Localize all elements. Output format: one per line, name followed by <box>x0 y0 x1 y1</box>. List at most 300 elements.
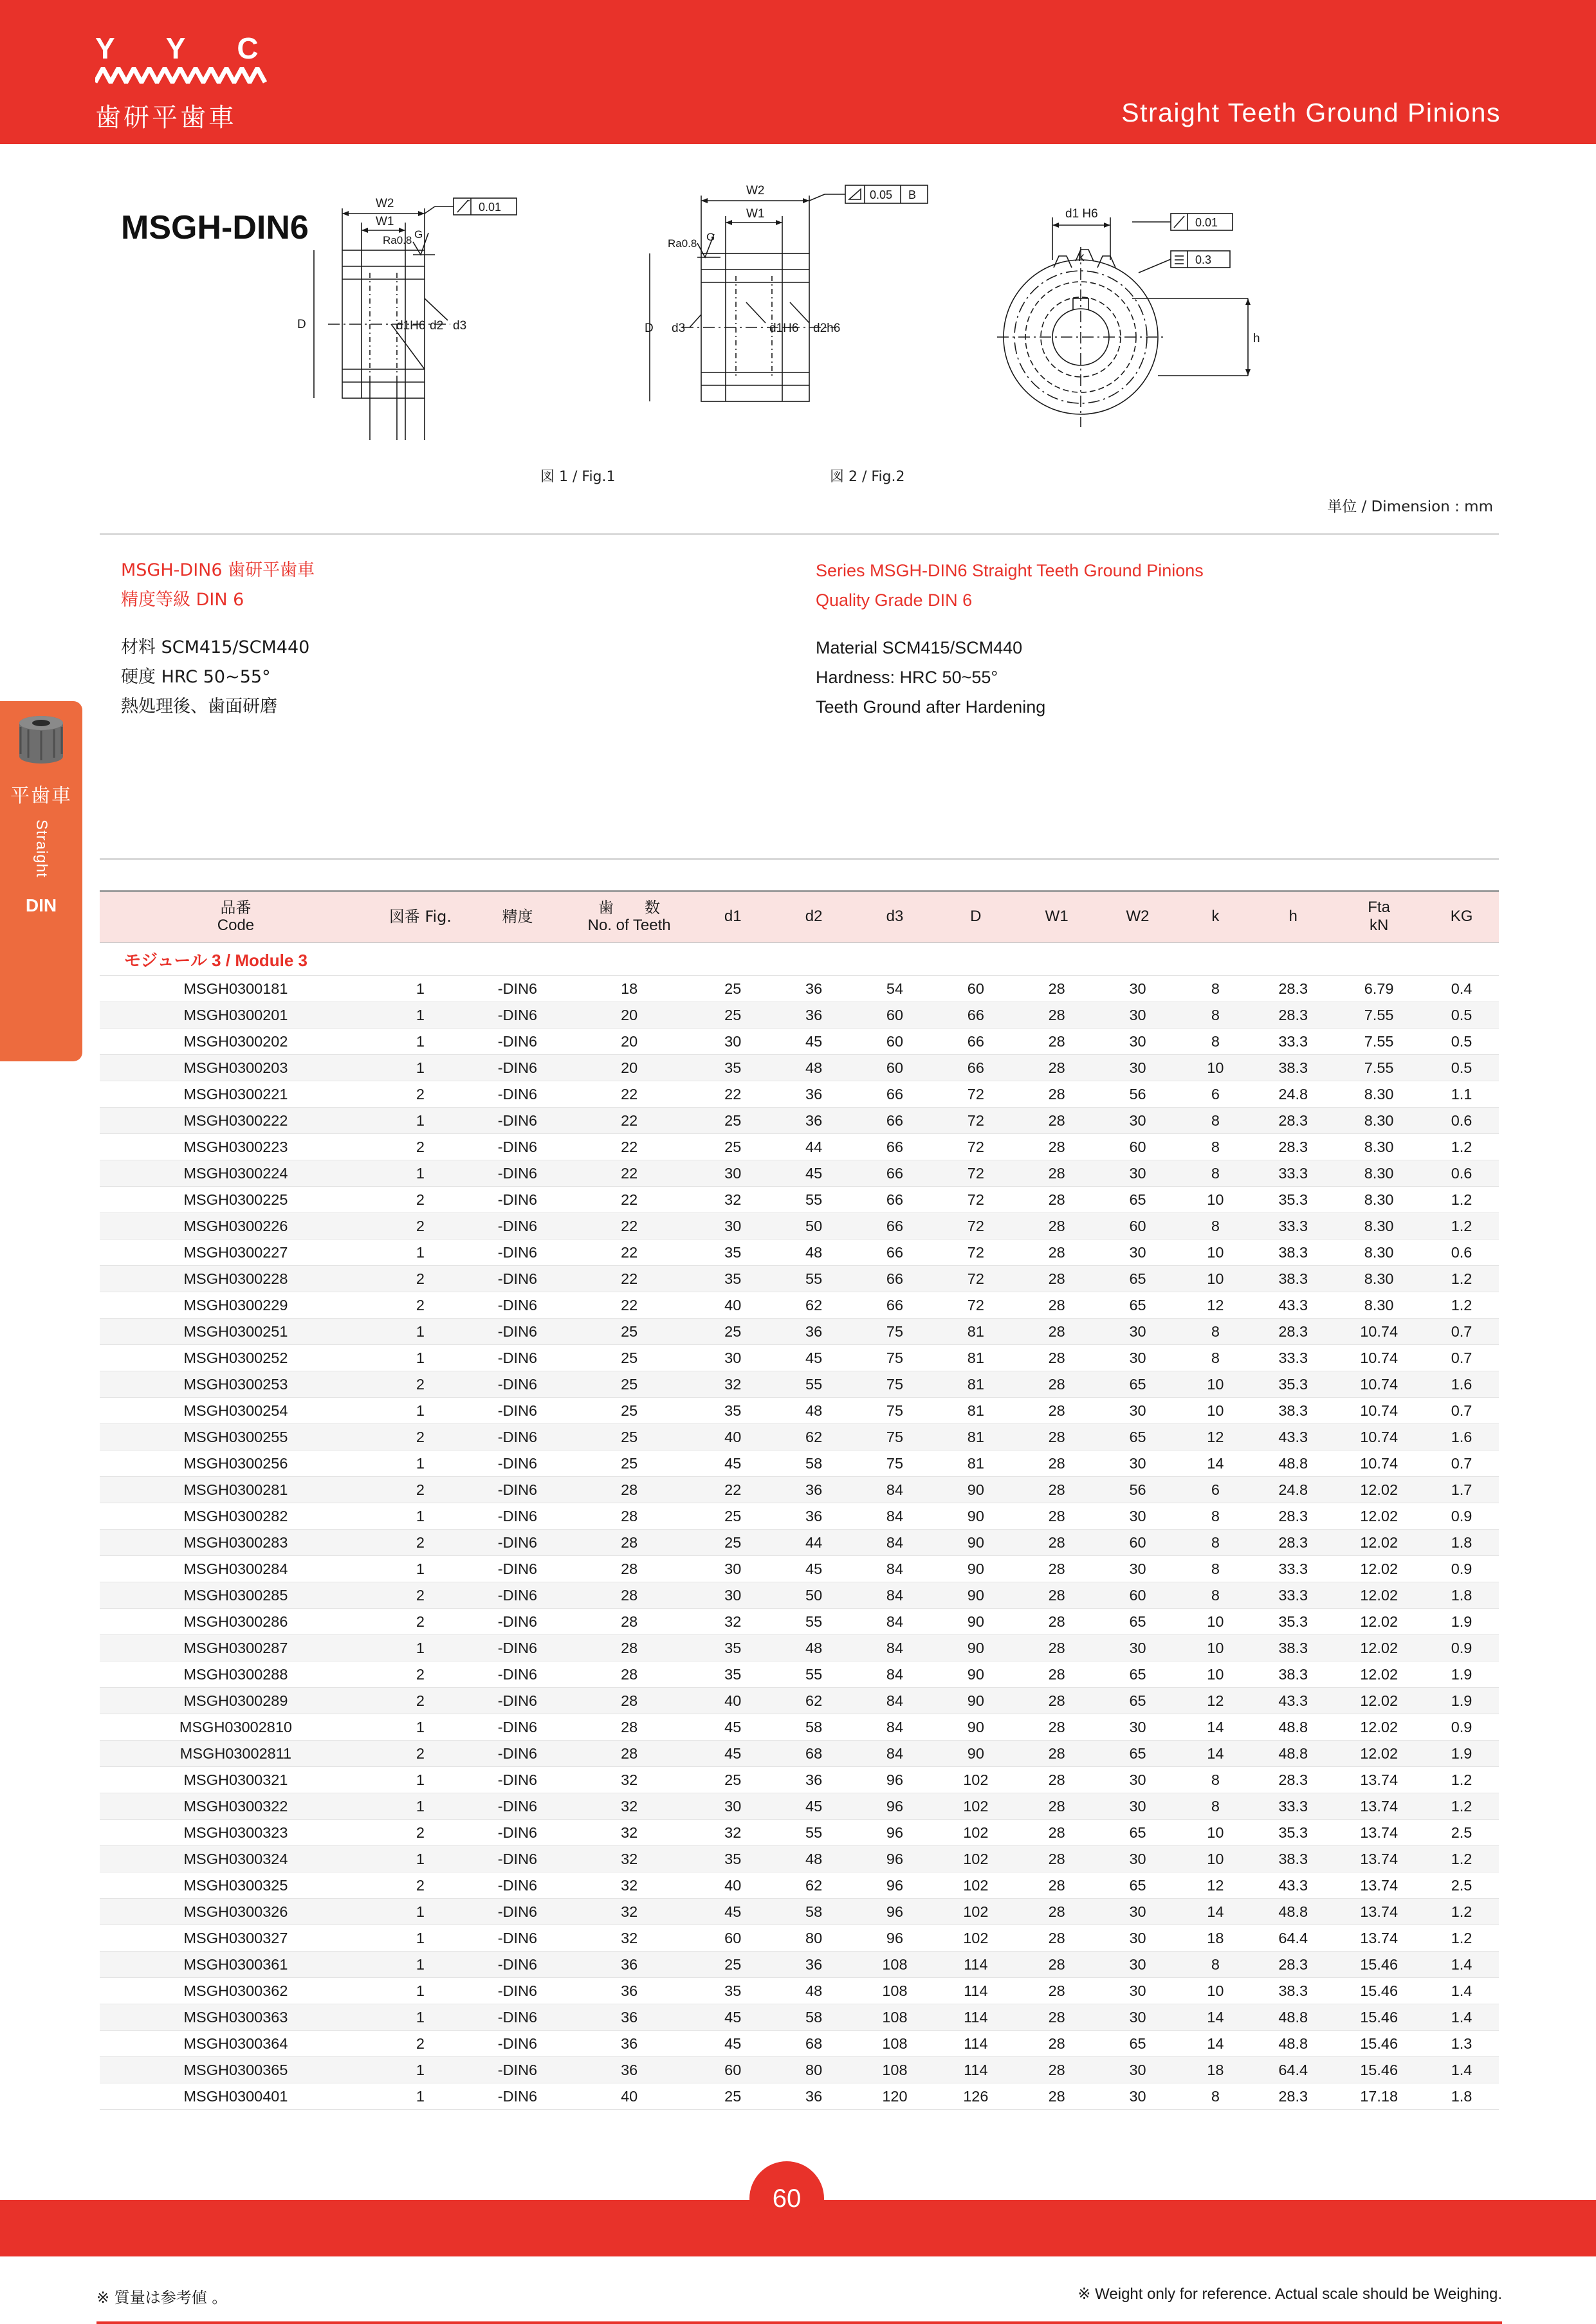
cell-value: 12 <box>1178 1424 1252 1450</box>
cell-value: 72 <box>935 1292 1016 1319</box>
cell-value: 10.74 <box>1334 1398 1424 1424</box>
cell-value: 8 <box>1178 2083 1252 2110</box>
svg-text:0.01: 0.01 <box>479 201 502 214</box>
cell-code: MSGH0300285 <box>100 1582 372 1609</box>
cell-value: 1 <box>372 1714 469 1741</box>
cell-value: 7.55 <box>1334 1055 1424 1081</box>
cell-value: 22 <box>566 1187 692 1213</box>
table-row <box>100 1767 1499 1793</box>
cell-value: 30 <box>692 1029 773 1055</box>
cell-value: 10.74 <box>1334 1450 1424 1477</box>
cell-value: 30 <box>1097 1450 1179 1477</box>
cell-value: 30 <box>1097 1398 1179 1424</box>
cell-value: 8 <box>1178 1503 1252 1530</box>
cell-value: 54 <box>854 976 935 1002</box>
cell-value: 43.3 <box>1252 1292 1334 1319</box>
table-row <box>100 1793 1499 1820</box>
cell-value: 28 <box>566 1741 692 1767</box>
cell-value: -DIN6 <box>469 1741 566 1767</box>
cell-value: 28 <box>1016 1503 1097 1530</box>
cell-value: 1.4 <box>1424 2057 1499 2083</box>
cell-value: 1.8 <box>1424 1530 1499 1556</box>
cell-value: 25 <box>692 1134 773 1160</box>
cell-value: 28 <box>1016 1582 1097 1609</box>
cell-code: MSGH0300224 <box>100 1160 372 1187</box>
cell-value: 10.74 <box>1334 1371 1424 1398</box>
cell-value: 36 <box>566 2004 692 2031</box>
cell-code: MSGH0300256 <box>100 1450 372 1477</box>
cell-value: 28 <box>1016 1925 1097 1952</box>
cell-value: 28.3 <box>1252 1134 1334 1160</box>
cell-value: 36 <box>773 1952 854 1978</box>
cell-value: 38.3 <box>1252 1055 1334 1081</box>
spec-en-body: Material SCM415/SCM440 Hardness: HRC 50~55° Teeth Ground after Hardening <box>816 638 1046 717</box>
cell-value: 75 <box>854 1450 935 1477</box>
cell-value: 30 <box>1097 1055 1179 1081</box>
cell-value: 22 <box>566 1240 692 1266</box>
cell-value: 8.30 <box>1334 1240 1424 1266</box>
cell-value: 90 <box>935 1530 1016 1556</box>
cell-value: 25 <box>566 1450 692 1477</box>
cell-value: -DIN6 <box>469 1978 566 2004</box>
th-accuracy: 精度 <box>469 892 566 943</box>
svg-text:W1: W1 <box>746 207 765 221</box>
svg-text:Ra0.8: Ra0.8 <box>383 234 412 246</box>
cell-code: MSGH0300203 <box>100 1055 372 1081</box>
cell-value: 81 <box>935 1424 1016 1450</box>
cell-value: -DIN6 <box>469 2057 566 2083</box>
technical-drawings <box>0 163 1596 524</box>
cell-value: 36 <box>773 976 854 1002</box>
cell-value: 10.74 <box>1334 1319 1424 1345</box>
cell-value: 8.30 <box>1334 1187 1424 1213</box>
cell-value: -DIN6 <box>469 1609 566 1635</box>
cell-value: 0.5 <box>1424 1055 1499 1081</box>
cell-value: 33.3 <box>1252 1793 1334 1820</box>
cell-value: 58 <box>773 2004 854 2031</box>
cell-value: 66 <box>854 1240 935 1266</box>
table-row <box>100 2004 1499 2031</box>
table-row <box>100 1477 1499 1503</box>
figure2-caption: 図 2 / Fig.2 <box>830 469 905 485</box>
cell-value: 2 <box>372 1530 469 1556</box>
cell-value: 55 <box>773 1266 854 1292</box>
cell-value: 84 <box>854 1661 935 1688</box>
cell-value: 0.9 <box>1424 1503 1499 1530</box>
cell-value: 102 <box>935 1899 1016 1925</box>
cell-value: 64.4 <box>1252 2057 1334 2083</box>
cell-value: 32 <box>566 1820 692 1846</box>
cell-value: 108 <box>854 2004 935 2031</box>
cell-code: MSGH0300283 <box>100 1530 372 1556</box>
cell-value: 30 <box>692 1160 773 1187</box>
cell-value: 62 <box>773 1292 854 1319</box>
th-h: h <box>1252 892 1334 943</box>
cell-value: 14 <box>1178 2031 1252 2057</box>
cell-value: 13.74 <box>1334 1846 1424 1872</box>
cell-value: -DIN6 <box>469 1582 566 1609</box>
cell-value: 12.02 <box>1334 1635 1424 1661</box>
cell-value: 36 <box>773 1108 854 1134</box>
cell-value: 28 <box>1016 1002 1097 1029</box>
cell-value: 48 <box>773 1846 854 1872</box>
table-row <box>100 1055 1499 1081</box>
cell-code: MSGH0300181 <box>100 976 372 1002</box>
cell-value: 32 <box>566 1899 692 1925</box>
cell-value: 30 <box>1097 1952 1179 1978</box>
cell-value: 10 <box>1178 1055 1252 1081</box>
table-row <box>100 1002 1499 1029</box>
cell-value: 84 <box>854 1503 935 1530</box>
cell-value: 7.55 <box>1334 1029 1424 1055</box>
cell-value: 1.3 <box>1424 2031 1499 2057</box>
cell-value: 28 <box>1016 1029 1097 1055</box>
table-row <box>100 1292 1499 1319</box>
cell-value: 30 <box>1097 1793 1179 1820</box>
cell-value: 28 <box>1016 1213 1097 1240</box>
cell-code: MSGH0300321 <box>100 1767 372 1793</box>
cell-value: -DIN6 <box>469 1292 566 1319</box>
cell-value: 2 <box>372 1661 469 1688</box>
cell-value: 60 <box>854 1002 935 1029</box>
cell-value: 43.3 <box>1252 1872 1334 1899</box>
cell-value: 28 <box>1016 1424 1097 1450</box>
cell-value: 25 <box>566 1424 692 1450</box>
cell-value: 14 <box>1178 2004 1252 2031</box>
cell-value: 35 <box>692 1055 773 1081</box>
cell-value: 2 <box>372 1134 469 1160</box>
cell-value: 8.30 <box>1334 1108 1424 1134</box>
table-row <box>100 976 1499 1002</box>
cell-value: 1.9 <box>1424 1661 1499 1688</box>
cell-value: 102 <box>935 1820 1016 1846</box>
svg-text:0.01: 0.01 <box>1195 216 1218 229</box>
cell-value: 64.4 <box>1252 1925 1334 1952</box>
cell-value: 8 <box>1178 1134 1252 1160</box>
cell-value: 65 <box>1097 2031 1179 2057</box>
cell-value: 28.3 <box>1252 1319 1334 1345</box>
cell-value: 30 <box>1097 1002 1179 1029</box>
cell-value: 25 <box>692 1002 773 1029</box>
cell-value: 40 <box>692 1292 773 1319</box>
table-row <box>100 2031 1499 2057</box>
cell-value: 38.3 <box>1252 1635 1334 1661</box>
footer-rule <box>96 2321 1502 2324</box>
cell-value: 40 <box>692 1872 773 1899</box>
cell-value: 32 <box>692 1371 773 1398</box>
cell-value: 14 <box>1178 1714 1252 1741</box>
cell-value: -DIN6 <box>469 1846 566 1872</box>
cell-value: 1 <box>372 1108 469 1134</box>
cell-code: MSGH0300252 <box>100 1345 372 1371</box>
cell-value: 30 <box>692 1793 773 1820</box>
cell-value: 8 <box>1178 1319 1252 1345</box>
svg-text:d1H6: d1H6 <box>769 322 799 335</box>
cell-code: MSGH0300221 <box>100 1081 372 1108</box>
cell-value: 28 <box>1016 1846 1097 1872</box>
cell-value: 65 <box>1097 1820 1179 1846</box>
cell-value: -DIN6 <box>469 1081 566 1108</box>
cell-code: MSGH0300326 <box>100 1899 372 1925</box>
cell-value: 48 <box>773 1635 854 1661</box>
cell-value: 30 <box>692 1556 773 1582</box>
cell-value: -DIN6 <box>469 1029 566 1055</box>
cell-value: 30 <box>1097 1925 1179 1952</box>
cell-value: 15.46 <box>1334 2031 1424 2057</box>
cell-value: 1 <box>372 1002 469 1029</box>
cell-value: 38.3 <box>1252 1661 1334 1688</box>
footnote-en: ※ Weight only for reference. Actual scale should be Weighing. <box>1078 2285 1502 2303</box>
table-row <box>100 1925 1499 1952</box>
cell-value: 30 <box>1097 1240 1179 1266</box>
cell-value: 14 <box>1178 1741 1252 1767</box>
cell-value: 2 <box>372 2031 469 2057</box>
table-row <box>100 1398 1499 1424</box>
table-row <box>100 1371 1499 1398</box>
cell-value: 28 <box>1016 1899 1097 1925</box>
cell-value: 28 <box>1016 1661 1097 1688</box>
cell-value: 2.5 <box>1424 1872 1499 1899</box>
cell-value: 72 <box>935 1240 1016 1266</box>
svg-text:W2: W2 <box>746 184 765 197</box>
table-header-row <box>100 892 1499 943</box>
cell-value: 10 <box>1178 1846 1252 1872</box>
table-row <box>100 1424 1499 1450</box>
th-d3: d3 <box>854 892 935 943</box>
cell-value: 28 <box>1016 1160 1097 1187</box>
cell-value: 10 <box>1178 1398 1252 1424</box>
cell-value: 81 <box>935 1371 1016 1398</box>
cell-value: 102 <box>935 1767 1016 1793</box>
cell-value: 7.55 <box>1334 1002 1424 1029</box>
cell-value: 1 <box>372 976 469 1002</box>
cell-value: 0.4 <box>1424 976 1499 1002</box>
cell-value: 25 <box>692 1530 773 1556</box>
table-row <box>100 1345 1499 1371</box>
table-row <box>100 1108 1499 1134</box>
cell-value: 38.3 <box>1252 1846 1334 1872</box>
cell-code: MSGH0300324 <box>100 1846 372 1872</box>
cell-value: 66 <box>854 1266 935 1292</box>
cell-value: 30 <box>1097 1978 1179 2004</box>
cell-value: -DIN6 <box>469 1530 566 1556</box>
table-row <box>100 1635 1499 1661</box>
cell-value: 12.02 <box>1334 1503 1424 1530</box>
cell-value: 8.30 <box>1334 1160 1424 1187</box>
cell-value: 44 <box>773 1530 854 1556</box>
cell-value: 66 <box>935 1029 1016 1055</box>
table-row <box>100 1609 1499 1635</box>
cell-value: 30 <box>1097 1767 1179 1793</box>
cell-value: 28 <box>566 1714 692 1741</box>
cell-value: -DIN6 <box>469 1240 566 1266</box>
cell-value: 30 <box>692 1582 773 1609</box>
cell-value: 30 <box>1097 1714 1179 1741</box>
cell-value: 24.8 <box>1252 1081 1334 1108</box>
gear-icon <box>9 710 73 771</box>
table-row <box>100 1820 1499 1846</box>
cell-value: 55 <box>773 1609 854 1635</box>
cell-value: 90 <box>935 1661 1016 1688</box>
cell-value: 28 <box>1016 1319 1097 1345</box>
cell-value: 30 <box>1097 1108 1179 1134</box>
cell-value: 66 <box>935 1055 1016 1081</box>
cell-value: 72 <box>935 1108 1016 1134</box>
cell-value: 12.02 <box>1334 1582 1424 1609</box>
cell-value: 48.8 <box>1252 1899 1334 1925</box>
cell-value: 12.02 <box>1334 1609 1424 1635</box>
svg-text:k: k <box>1078 251 1085 264</box>
cell-value: 72 <box>935 1134 1016 1160</box>
cell-code: MSGH0300364 <box>100 2031 372 2057</box>
cell-value: 81 <box>935 1450 1016 1477</box>
cell-value: -DIN6 <box>469 1319 566 1345</box>
cell-value: 1 <box>372 2004 469 2031</box>
cell-value: 28.3 <box>1252 1503 1334 1530</box>
table-row <box>100 1450 1499 1477</box>
cell-value: 2.5 <box>1424 1820 1499 1846</box>
cell-value: 25 <box>692 1952 773 1978</box>
cell-value: 8 <box>1178 1108 1252 1134</box>
cell-value: -DIN6 <box>469 1160 566 1187</box>
cell-value: 1 <box>372 1345 469 1371</box>
th-W2: W2 <box>1097 892 1179 943</box>
cell-value: 12.02 <box>1334 1688 1424 1714</box>
cell-value: 43.3 <box>1252 1688 1334 1714</box>
cell-value: 36 <box>773 1477 854 1503</box>
cell-value: 108 <box>854 1978 935 2004</box>
cell-value: 84 <box>854 1609 935 1635</box>
cell-value: 84 <box>854 1477 935 1503</box>
cell-value: -DIN6 <box>469 1134 566 1160</box>
cell-value: 32 <box>692 1187 773 1213</box>
cell-value: 66 <box>854 1081 935 1108</box>
cell-value: 18 <box>566 976 692 1002</box>
cell-value: 2 <box>372 1741 469 1767</box>
cell-value: 36 <box>773 1002 854 1029</box>
cell-code: MSGH0300226 <box>100 1213 372 1240</box>
cell-value: 96 <box>854 1767 935 1793</box>
cell-value: 108 <box>854 2057 935 2083</box>
cell-value: 0.7 <box>1424 1450 1499 1477</box>
cell-value: 10 <box>1178 1820 1252 1846</box>
cell-code: MSGH0300227 <box>100 1240 372 1266</box>
cell-value: 22 <box>566 1266 692 1292</box>
cell-value: 1.2 <box>1424 1793 1499 1820</box>
cell-value: 35 <box>692 1978 773 2004</box>
cell-value: 45 <box>692 1741 773 1767</box>
footnote-jp: ※ 質量は参考値 。 <box>96 2289 228 2307</box>
cell-value: 60 <box>854 1055 935 1081</box>
cell-value: 28 <box>566 1635 692 1661</box>
cell-value: 62 <box>773 1424 854 1450</box>
cell-value: 1 <box>372 1899 469 1925</box>
cell-code: MSGH0300223 <box>100 1134 372 1160</box>
cell-value: 8 <box>1178 1213 1252 1240</box>
cell-value: 75 <box>854 1345 935 1371</box>
cell-code: MSGH0300323 <box>100 1820 372 1846</box>
cell-value: 72 <box>935 1187 1016 1213</box>
cell-value: 120 <box>854 2083 935 2110</box>
cell-value: -DIN6 <box>469 1055 566 1081</box>
logo-zigzag-icon <box>95 67 280 87</box>
cell-value: 2 <box>372 1424 469 1450</box>
cell-value: 60 <box>854 1029 935 1055</box>
cell-value: 1.8 <box>1424 2083 1499 2110</box>
cell-value: 10.74 <box>1334 1345 1424 1371</box>
cell-value: 0.6 <box>1424 1108 1499 1134</box>
cell-value: 28 <box>1016 1635 1097 1661</box>
specification-table <box>100 890 1499 2110</box>
cell-value: 28 <box>1016 1450 1097 1477</box>
cell-value: 28 <box>1016 1477 1097 1503</box>
cell-value: 66 <box>935 1002 1016 1029</box>
cell-value: 2 <box>372 1213 469 1240</box>
cell-value: 28 <box>1016 1081 1097 1108</box>
th-k: k <box>1178 892 1252 943</box>
table-row <box>100 1952 1499 1978</box>
table-row <box>100 1688 1499 1714</box>
svg-text:W2: W2 <box>376 197 394 210</box>
cell-value: -DIN6 <box>469 1213 566 1240</box>
cell-value: 48 <box>773 1055 854 1081</box>
cell-value: 2 <box>372 1081 469 1108</box>
cell-value: 10 <box>1178 1609 1252 1635</box>
cell-value: 30 <box>1097 2004 1179 2031</box>
cell-code: MSGH0300363 <box>100 2004 372 2031</box>
cell-value: 48 <box>773 1398 854 1424</box>
cell-value: 0.7 <box>1424 1398 1499 1424</box>
cell-value: 15.46 <box>1334 1952 1424 1978</box>
cell-value: 28 <box>1016 1978 1097 2004</box>
cell-value: 2 <box>372 1609 469 1635</box>
cell-value: 33.3 <box>1252 1029 1334 1055</box>
logo-japanese-name: 歯研平歯車 <box>95 103 237 133</box>
cell-value: 81 <box>935 1319 1016 1345</box>
cell-value: 28 <box>1016 1820 1097 1846</box>
cell-value: 12 <box>1178 1872 1252 1899</box>
cell-value: 15.46 <box>1334 2057 1424 2083</box>
cell-value: 1 <box>372 1846 469 1872</box>
th-W1: W1 <box>1016 892 1097 943</box>
cell-value: 8 <box>1178 1767 1252 1793</box>
cell-value: -DIN6 <box>469 1450 566 1477</box>
cell-value: 22 <box>566 1292 692 1319</box>
cell-value: 28 <box>566 1661 692 1688</box>
cell-value: 8.30 <box>1334 1292 1424 1319</box>
cell-value: 90 <box>935 1556 1016 1582</box>
cell-value: 90 <box>935 1741 1016 1767</box>
cell-value: 62 <box>773 1688 854 1714</box>
cell-value: 28 <box>1016 1134 1097 1160</box>
cell-value: 10 <box>1178 1635 1252 1661</box>
table-row <box>100 1530 1499 1556</box>
cell-value: 15.46 <box>1334 1978 1424 2004</box>
cell-value: 65 <box>1097 1266 1179 1292</box>
th-D: D <box>935 892 1016 943</box>
cell-value: 30 <box>1097 1029 1179 1055</box>
cell-value: 75 <box>854 1319 935 1345</box>
cell-value: 45 <box>773 1160 854 1187</box>
cell-value: 28 <box>1016 1714 1097 1741</box>
cell-value: 25 <box>566 1371 692 1398</box>
cell-value: 22 <box>566 1160 692 1187</box>
cell-value: 2 <box>372 1688 469 1714</box>
cell-value: 48 <box>773 1978 854 2004</box>
header-title: Straight Teeth Ground Pinions <box>1121 98 1501 127</box>
svg-text:D: D <box>297 318 306 331</box>
cell-value: 60 <box>692 1925 773 1952</box>
